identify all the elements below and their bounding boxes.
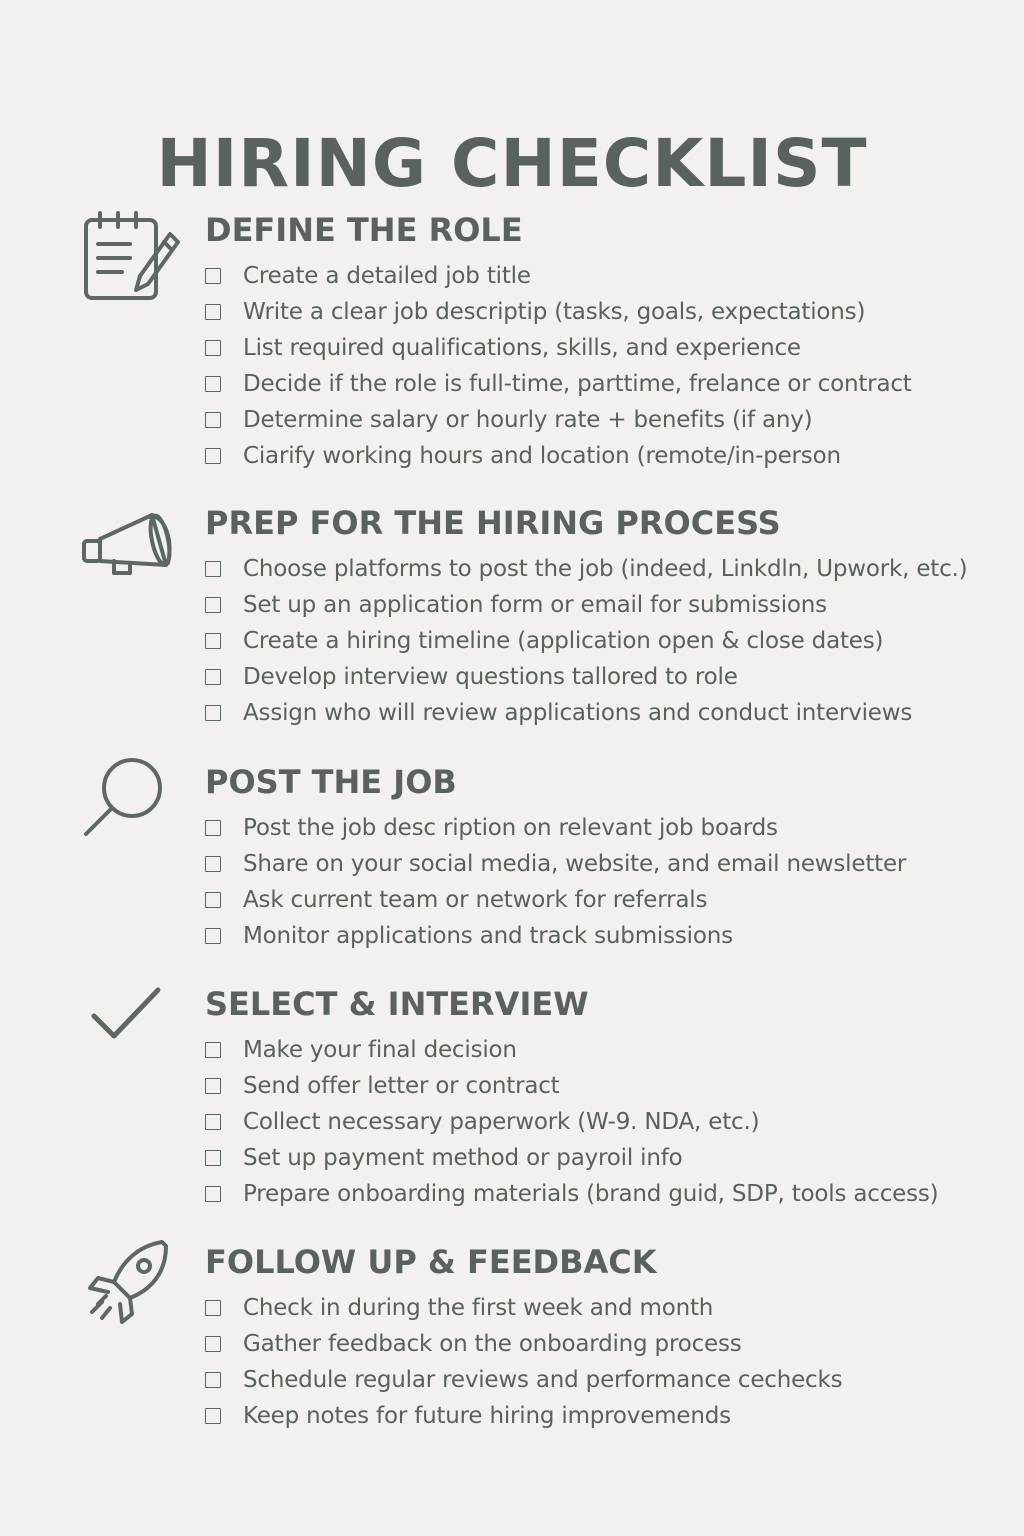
checklist-item-text: Share on your social media, website, and email newsletter (243, 851, 907, 877)
checklist-item-text: Set up an application form or email for submissions (243, 592, 827, 618)
checklist-item (205, 623, 967, 659)
checklist-item-text: Keep notes for future hiring improvemends (243, 1403, 731, 1429)
checkbox[interactable] (205, 448, 221, 464)
checkbox[interactable] (205, 304, 221, 320)
checklist-item (205, 258, 912, 294)
checklist-item (205, 918, 906, 954)
checklist-item-text: Develop interview questions tallored to role (243, 664, 738, 690)
checklist-item-text: Check in during the first week and month (243, 1295, 714, 1321)
checkbox[interactable] (205, 1372, 221, 1388)
checklist-item-text: Make your final decision (243, 1037, 517, 1063)
checklist-item (205, 1176, 938, 1212)
checklist-item (205, 810, 906, 846)
section-heading: DEFINE THE ROLE (205, 211, 523, 249)
checklist-item-text: Determine salary or hourly rate + benefits (if any) (243, 407, 813, 433)
checkbox[interactable] (205, 1336, 221, 1352)
checklist-item (205, 402, 912, 438)
checklist-item (205, 366, 912, 402)
checklist (205, 551, 967, 731)
checklist-item-text: Create a detailed job title (243, 263, 531, 289)
checkbox[interactable] (205, 1078, 221, 1094)
checklist-item (205, 551, 967, 587)
checklist (205, 1032, 938, 1212)
checklist-item (205, 695, 967, 731)
checkbox[interactable] (205, 597, 221, 613)
checklist-item (205, 659, 967, 695)
checkbox[interactable] (205, 633, 221, 649)
checklist-item-text: Collect necessary paperwork (W-9. NDA, etc.) (243, 1109, 760, 1135)
checklist-item-text: Assign who will review applications and conduct interviews (243, 700, 913, 726)
megaphone-icon (78, 503, 186, 603)
checklist-item-text: Decide if the role is full-time, parttime, frelance or contract (243, 371, 912, 397)
checklist-item-text: Post the job desc ription on relevant job boards (243, 815, 778, 841)
checklist-item-text: Choose platforms to post the job (indeed, Linkdln, Upwork, etc.) (243, 556, 968, 582)
section-heading: PREP FOR THE HIRING PROCESS (205, 504, 781, 542)
checkbox[interactable] (205, 561, 221, 577)
checkbox[interactable] (205, 856, 221, 872)
checklist-item-text: Send offer letter or contract (243, 1073, 560, 1099)
checklist-item (205, 846, 906, 882)
checklist (205, 810, 906, 954)
checkbox[interactable] (205, 1186, 221, 1202)
checklist-item-text: Write a clear job descriptip (tasks, goals, expectations) (243, 299, 866, 325)
checklist (205, 1290, 842, 1434)
checkbox[interactable] (205, 669, 221, 685)
checklist-item (205, 1068, 938, 1104)
magnifying-glass-icon (78, 756, 186, 856)
checkbox[interactable] (205, 412, 221, 428)
checklist-item (205, 294, 912, 330)
checklist-item (205, 1140, 938, 1176)
checkbox[interactable] (205, 1408, 221, 1424)
checklist (205, 258, 912, 474)
notepad-pencil-icon (78, 210, 186, 310)
checklist-item (205, 1032, 938, 1068)
checklist-item (205, 587, 967, 623)
checkbox[interactable] (205, 1150, 221, 1166)
checklist-item-text: Schedule regular reviews and performance cechecks (243, 1367, 843, 1393)
checklist-item (205, 1290, 842, 1326)
checklist-item (205, 1104, 938, 1140)
section-heading: FOLLOW UP & FEEDBACK (205, 1243, 657, 1281)
checklist-item-text: List required qualifications, skills, and experience (243, 335, 801, 361)
checkmark-icon (78, 984, 186, 1084)
page-title: HIRING CHECKLIST (156, 125, 868, 203)
checkbox[interactable] (205, 705, 221, 721)
checkbox[interactable] (205, 1042, 221, 1058)
checklist-item (205, 1326, 842, 1362)
checklist-item (205, 882, 906, 918)
checklist-item (205, 330, 912, 366)
checkbox[interactable] (205, 376, 221, 392)
checkbox[interactable] (205, 1300, 221, 1316)
checklist-item-text: Ask current team or network for referrals (243, 887, 708, 913)
checklist-item-text: Set up payment method or payroil info (243, 1145, 683, 1171)
checklist-item-text: Create a hiring timeline (application open & close dates) (243, 628, 884, 654)
rocket-icon (78, 1238, 186, 1338)
checklist-item (205, 1398, 842, 1434)
checklist-item (205, 1362, 842, 1398)
section-heading: POST THE JOB (205, 763, 457, 801)
checkbox[interactable] (205, 340, 221, 356)
checkbox[interactable] (205, 268, 221, 284)
checklist-item-text: Gather feedback on the onboarding process (243, 1331, 742, 1357)
checkbox[interactable] (205, 1114, 221, 1130)
checklist-item-text: Ciarify working hours and location (remote/in-person (243, 443, 841, 469)
checklist-item-text: Prepare onboarding materials (brand guid, SDP, tools access) (243, 1181, 939, 1207)
checklist-item-text: Monitor applications and track submissions (243, 923, 733, 949)
checklist-item (205, 438, 912, 474)
section-heading: SELECT & INTERVIEW (205, 985, 589, 1023)
checkbox[interactable] (205, 892, 221, 908)
checkbox[interactable] (205, 928, 221, 944)
checkbox[interactable] (205, 820, 221, 836)
